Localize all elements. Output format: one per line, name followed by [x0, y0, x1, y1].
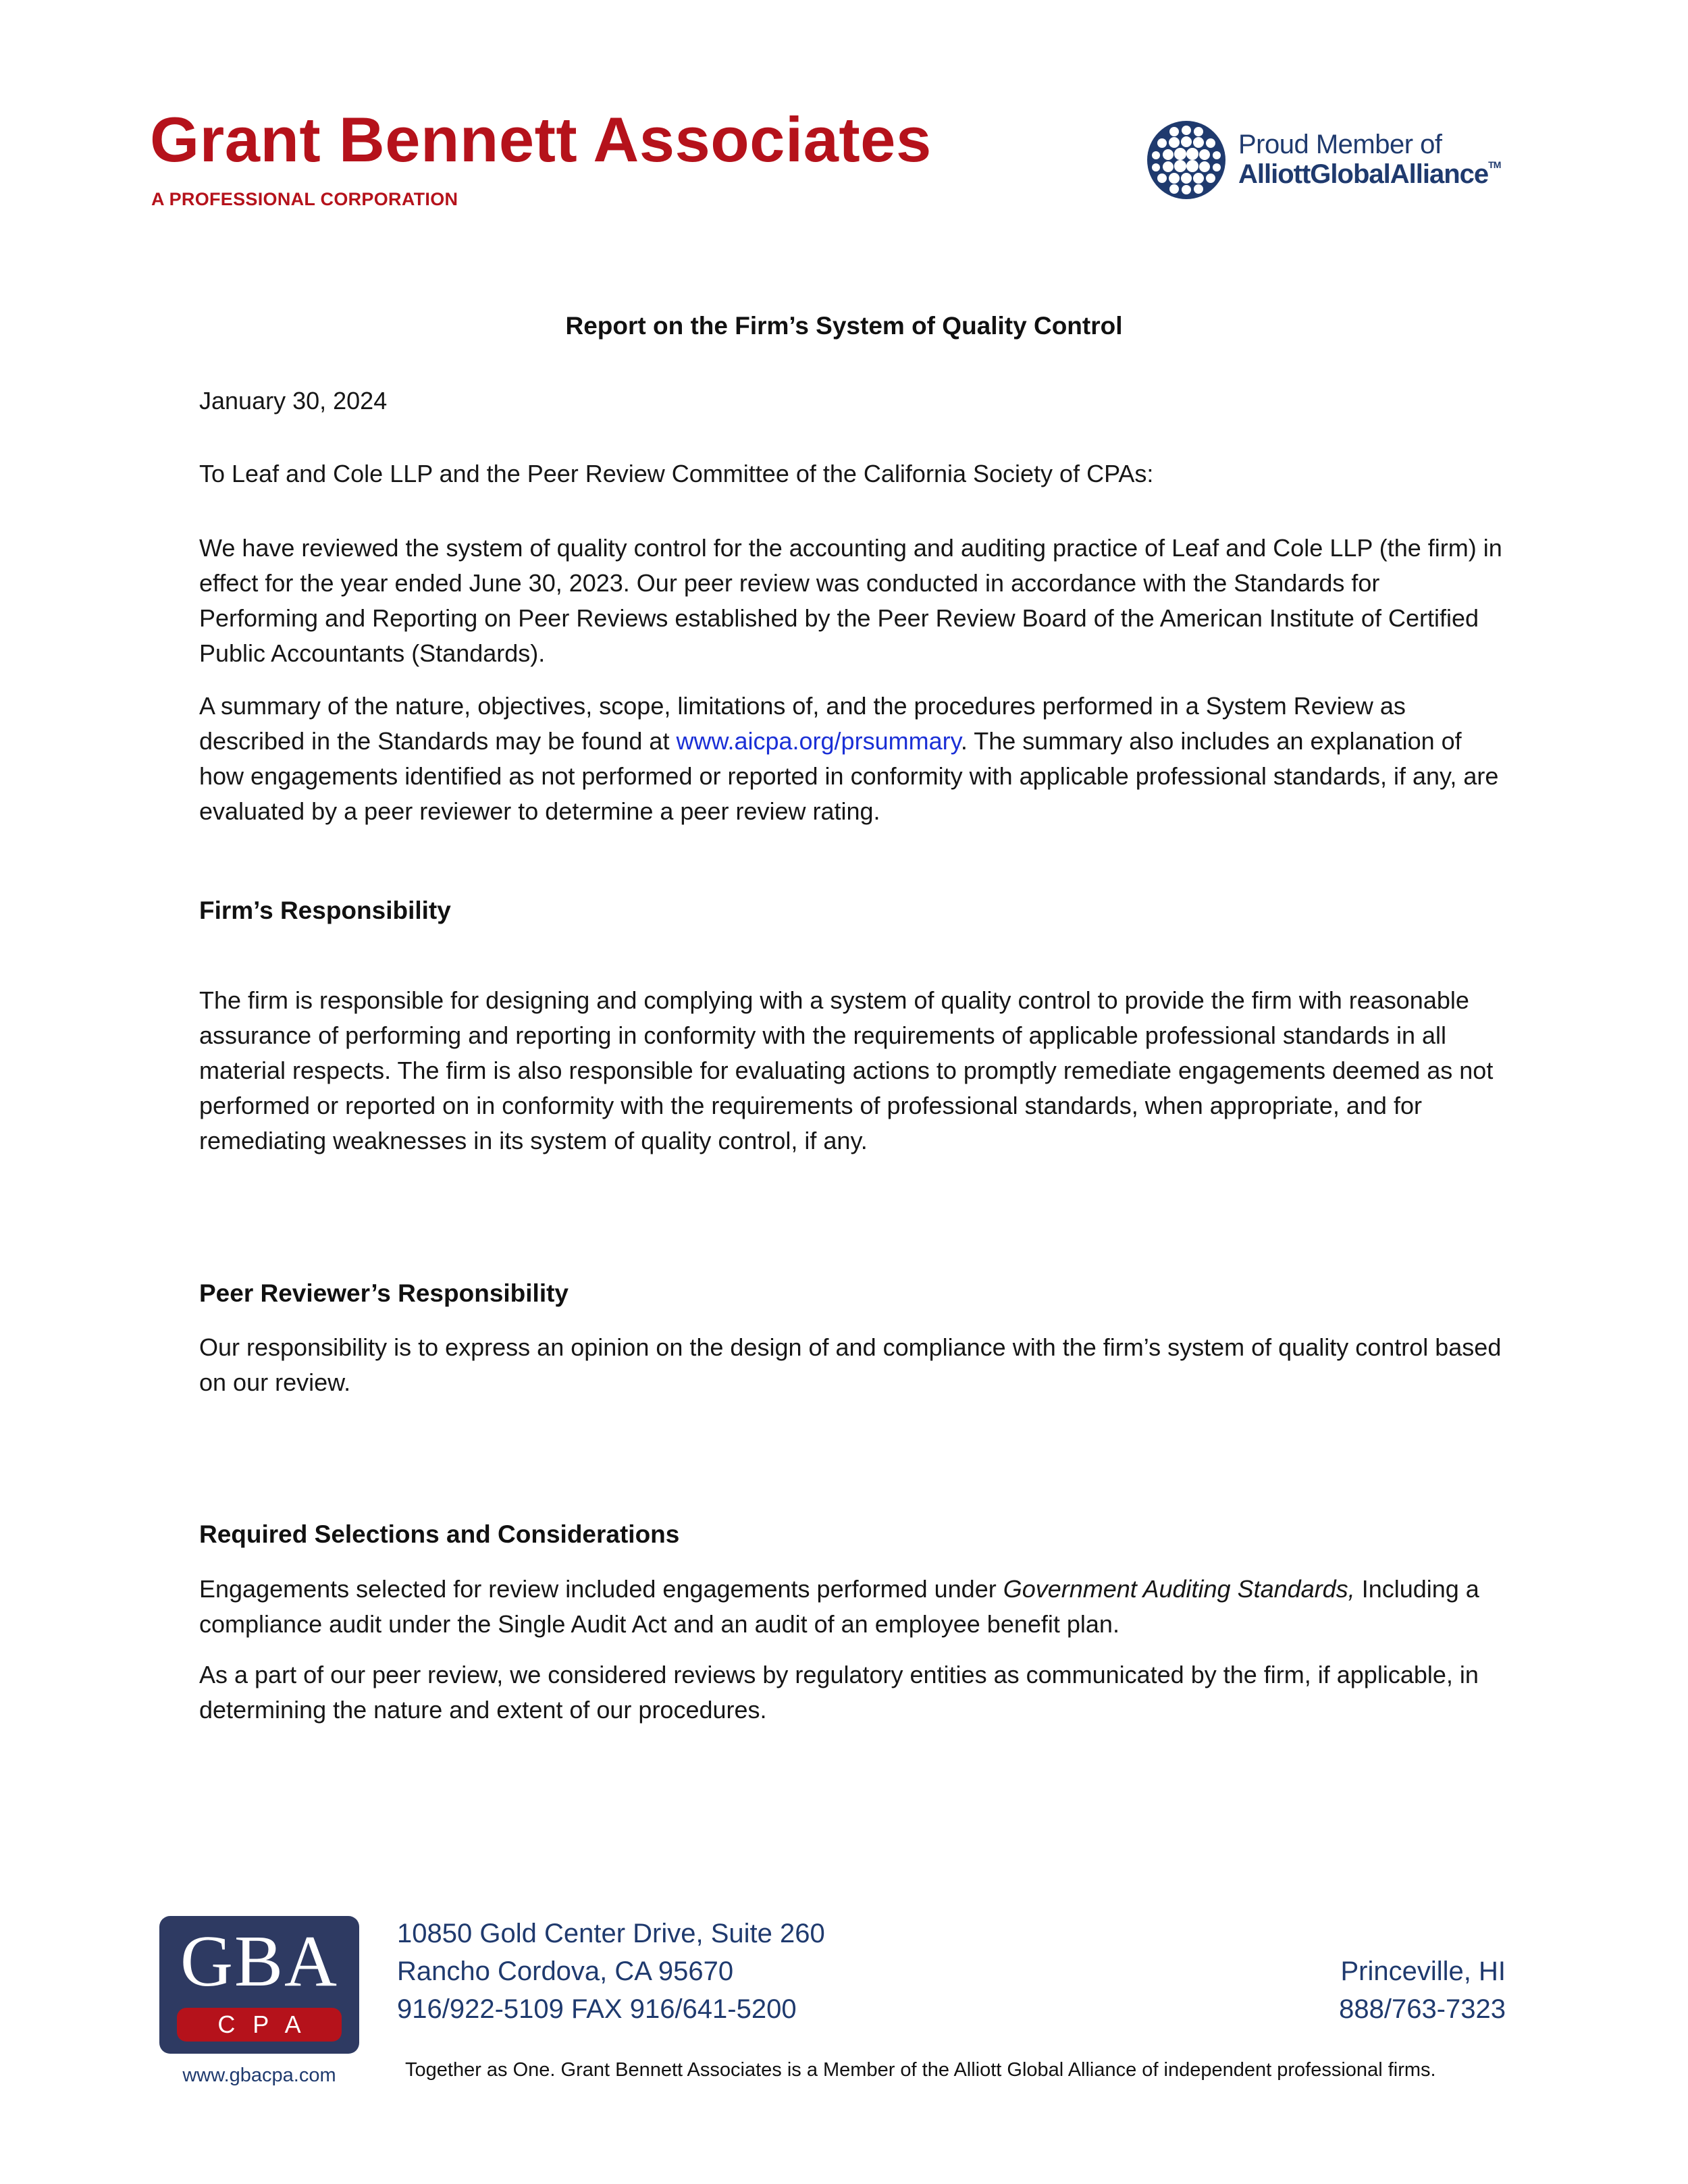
branch-location: Princeville, HI — [1340, 1956, 1506, 1986]
report-date: January 30, 2024 — [199, 387, 388, 415]
firm-subtitle: A PROFESSIONAL CORPORATION — [151, 189, 458, 209]
required-selections-heading: Required Selections and Considerations — [199, 1520, 680, 1548]
address-line-2: Rancho Cordova, CA 95670 — [397, 1956, 734, 1986]
alliance-tagline: Proud Member of — [1238, 130, 1442, 159]
firm-name: Grant Bennett Associates — [150, 104, 932, 175]
footer-tagline: Together as One. Grant Bennett Associates is a Member of the Alliott Global Alliance of independent professional firms. — [405, 2059, 1436, 2081]
required-p1-text-before: Engagements selected for review included engagements performed under — [199, 1575, 1003, 1603]
required-selections-paragraph-1 — [199, 1572, 1502, 1642]
salutation: To Leaf and Cole LLP and the Peer Review Committee of the California Society of CPAs: — [199, 460, 1154, 487]
required-selections-paragraph-2: As a part of our peer review, we considered reviews by regulatory entities as communicated by the firm, if applicable, in determining the nature and extent of our procedures. — [199, 1661, 1479, 1724]
alliance-name — [1238, 159, 1500, 190]
aicpa-summary-link[interactable]: www.aicpa.org/prsummary — [676, 727, 961, 755]
logo-cpa-band: CPA — [177, 2008, 342, 2042]
reviewer-responsibility-text: Our responsibility is to express an opinion on the design of and compliance with the firm’s system of quality control based on our review. — [199, 1333, 1502, 1396]
alliott-globe-logo — [1146, 120, 1226, 200]
gas-italic-text: Government Auditing Standards, — [1003, 1575, 1355, 1603]
trademark-mark: TM — [1488, 159, 1501, 170]
firm-responsibility-heading: Firm’s Responsibility — [199, 897, 451, 924]
phone-fax-line: 916/922-5109 FAX 916/641-5200 — [397, 1994, 797, 2024]
intro-p2-text-before: A summary of the nature, objectives, scope, limitations of, and the procedures performed in a System Review as described in the Standards may be found at — [199, 692, 1406, 755]
required-p1-text-after: Including a compliance audit under the Single Audit Act and an audit of an employee benefit plan. — [199, 1575, 1479, 1638]
logo-gba-text: GBA — [180, 1921, 339, 2002]
intro-paragraph-1: We have reviewed the system of quality control for the accounting and auditing practice of Leaf and Cole LLP (the firm) in effect for the year ended June 30, 2023. Our peer review was conducted in accordance with the Standards for Performing and Reporting on Peer Reviews established by the Peer Review Board of the American Institute of Certified Public Accountants (Standards). — [199, 534, 1502, 667]
alliance-name-text: AlliottGlobalAlliance — [1238, 159, 1489, 189]
report-title: Report on the Firm’s System of Quality Control — [565, 312, 1123, 340]
intro-p2-text-after: . The summary also includes an explanation of how engagements identified as not performed or reported in conformity with applicable professional standards, if any, are evaluated by a peer reviewer to determine a peer review rating. — [199, 727, 1499, 825]
firm-responsibility-text: The firm is responsible for designing and complying with a system of quality control to provide the firm with reasonable assurance of performing and reporting in conformity with the requirements of applicable professional standards in all material respects. The firm is also responsible for evaluating actions to promptly remediate engagements deemed as not performed or reported on in conformity with the requirements of professional standards, when appropriate, and for remediating weaknesses in its system of quality control, if any. — [199, 986, 1494, 1154]
branch-phone: 888/763-7323 — [1339, 1994, 1506, 2024]
intro-paragraph-2 — [199, 689, 1502, 829]
address-line-1: 10850 Gold Center Drive, Suite 260 — [397, 1919, 825, 1948]
gba-cpa-logo — [159, 1916, 359, 2054]
website-link[interactable]: www.gbacpa.com — [182, 2065, 336, 2086]
reviewer-responsibility-heading: Peer Reviewer’s Responsibility — [199, 1279, 569, 1307]
